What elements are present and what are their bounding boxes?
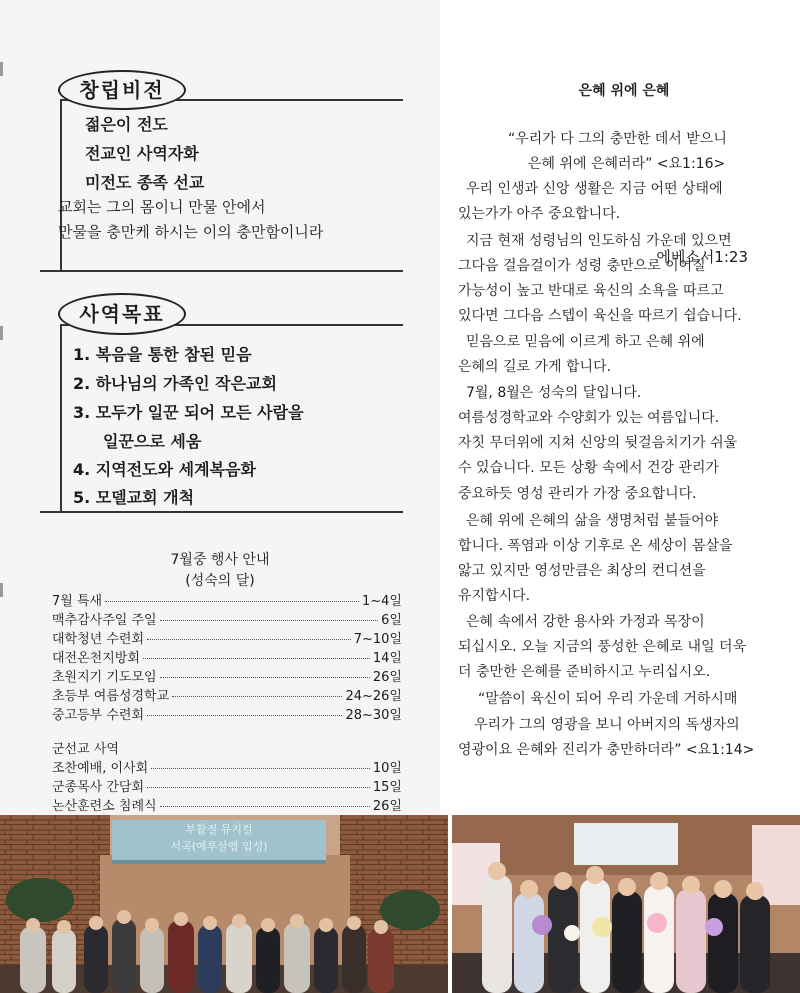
article-line: 더 충만한 은혜를 준비하시고 누리십시오. <box>458 664 711 680</box>
banner-text <box>112 821 326 855</box>
article-line: 은혜 속에서 강한 용사와 가정과 목장이 <box>466 614 705 630</box>
article-line: 영광이요 은혜와 진리가 충만하더라” <요1:14> <box>458 742 755 758</box>
fold-mark <box>0 62 3 76</box>
event-row <box>52 704 402 723</box>
article-line: 수 있습니다. 모든 상황 속에서 건강 관리가 <box>458 460 720 476</box>
vision-item: 미전도 종족 선교 <box>85 173 205 192</box>
event-name: 조찬예배, 이사회 <box>52 761 149 776</box>
event-date: 26일 <box>372 670 402 685</box>
vision-rule <box>60 99 62 271</box>
vision-verse-reference: 에베소서1:23 <box>656 248 748 266</box>
event-date: 26일 <box>372 799 402 814</box>
event-name: 대학청년 수련회 <box>52 632 145 647</box>
dot-leader <box>160 806 370 807</box>
event-date: 24~26일 <box>345 689 402 704</box>
article-line: 믿음으로 믿음에 이르게 하고 은혜 위에 <box>466 334 705 350</box>
events-subtitle: (성숙의 달) <box>185 573 255 589</box>
event-name: 군종목사 간담회 <box>52 780 145 795</box>
article-line: 은혜의 길로 가게 합니다. <box>458 359 612 375</box>
goal-item: 5. 모델교회 개척 <box>73 488 195 507</box>
article-line: “우리가 다 그의 충만한 데서 받으니 <box>508 131 727 147</box>
event-date: 28~30일 <box>345 708 402 723</box>
article-line: 은혜 위에 은혜의 삶을 생명처럼 붙들어야 <box>466 513 719 529</box>
event-name: 초등부 여름성경학교 <box>52 689 170 704</box>
article-line: 앓고 있지만 영성만큼은 최상의 컨디션을 <box>458 563 706 579</box>
goals-rule <box>40 511 403 513</box>
goals-title: 사역목표 <box>58 293 186 335</box>
goal-item: 1. 복음을 통한 참된 믿음 <box>73 345 252 364</box>
mission-row <box>52 795 402 814</box>
article-title: 은혜 위에 은혜 <box>578 83 670 99</box>
dot-leader <box>160 620 379 621</box>
event-row <box>52 609 402 628</box>
event-row <box>52 685 402 704</box>
mission-row <box>52 776 402 795</box>
event-row <box>52 590 402 609</box>
article-line: 우리가 그의 영광을 보니 아버지의 독생자의 <box>474 717 740 733</box>
event-name: 초원지기 기도모임 <box>52 670 157 685</box>
dot-leader <box>147 639 351 640</box>
article-line: 유지합시다. <box>458 588 531 604</box>
musical-cast-photo <box>0 815 448 993</box>
article-line: 자칫 무더위에 지쳐 신앙의 뒷걸음치기가 쉬울 <box>458 435 738 451</box>
event-name: 중고등부 수련회 <box>52 708 145 723</box>
article-line: 있는가가 아주 중요합니다. <box>458 206 621 222</box>
event-date: 15일 <box>372 780 402 795</box>
article-line: 우리 인생과 신앙 생활은 지금 어떤 상태에 <box>466 181 723 197</box>
events-title: 7월중 행사 안내 <box>170 552 270 568</box>
mission-title: 군선교 사역 <box>52 742 119 757</box>
vision-title: 창립비전 <box>58 70 186 110</box>
event-name: 7월 특새 <box>52 594 103 609</box>
goal-item: 2. 하나님의 가족인 작은교회 <box>73 374 277 393</box>
event-date: 14일 <box>372 651 402 666</box>
event-row <box>52 628 402 647</box>
dot-leader <box>147 715 342 716</box>
dot-leader <box>151 768 370 769</box>
article-line: 은혜 위에 은혜러라” <요1:16> <box>528 156 726 172</box>
youth-group-photo <box>452 815 800 993</box>
dot-leader <box>172 696 342 697</box>
vision-item: 젊은이 전도 <box>85 115 168 134</box>
article-line: 지금 현재 성령님의 인도하심 가운데 있으면 <box>466 233 732 249</box>
banner-line: 서곡(예루살렘 입성) <box>170 840 268 853</box>
article-line: 여름성경학교와 수양회가 있는 여름입니다. <box>458 410 720 426</box>
dot-leader <box>147 787 370 788</box>
event-date: 6일 <box>381 613 402 628</box>
event-row <box>52 647 402 666</box>
event-name: 맥추감사주일 주일 <box>52 613 157 628</box>
event-date: 1~4일 <box>362 594 402 609</box>
article-line: 7월, 8월은 성숙의 달입니다. <box>466 385 642 401</box>
banner-line: 부활절 뮤지컬 <box>185 823 253 836</box>
event-name: 대전온천지방회 <box>52 651 140 666</box>
dot-leader <box>143 658 370 659</box>
article-line: 중요하듯 영성 관리가 가장 중요합니다. <box>458 486 697 502</box>
article-line: 그다음 걸음걸이가 성령 충만으로 이어질 <box>458 258 706 274</box>
dot-leader <box>105 601 359 602</box>
mission-row <box>52 757 402 776</box>
dot-leader <box>160 677 370 678</box>
vision-rule <box>40 270 403 272</box>
article-line: 가능성이 높고 반대로 육신의 소욕을 따르고 <box>458 283 724 299</box>
event-date: 7~10일 <box>353 632 402 647</box>
youth-group-illustration <box>452 815 800 993</box>
event-row <box>52 666 402 685</box>
article-line: 있다면 그다음 스텝이 육신을 따르기 쉽습니다. <box>458 308 742 324</box>
article-line: 합니다. 폭염과 이상 기후로 온 세상이 몸살을 <box>458 538 733 554</box>
goal-item: 3. 모두가 일꾼 되어 모든 사람을 <box>73 403 304 422</box>
fold-mark <box>0 326 3 340</box>
vision-verse: 만물을 충만케 하시는 이의 충만함이니라 <box>58 223 324 241</box>
goal-item: 일꾼으로 세움 <box>103 432 202 451</box>
article-line: 되십시오. 오늘 지금의 풍성한 은혜로 내일 더욱 <box>458 639 747 655</box>
event-date: 10일 <box>372 761 402 776</box>
vision-verse: 교회는 그의 몸이니 만물 안에서 <box>58 198 266 216</box>
vision-item: 전교인 사역자화 <box>85 144 199 163</box>
article-line: “말씀이 육신이 되어 우리 가운데 거하시매 <box>478 691 738 707</box>
goals-rule <box>60 324 62 512</box>
goal-item: 4. 지역전도와 세계복음화 <box>73 460 256 479</box>
event-name: 논산훈련소 침례식 <box>52 799 157 814</box>
